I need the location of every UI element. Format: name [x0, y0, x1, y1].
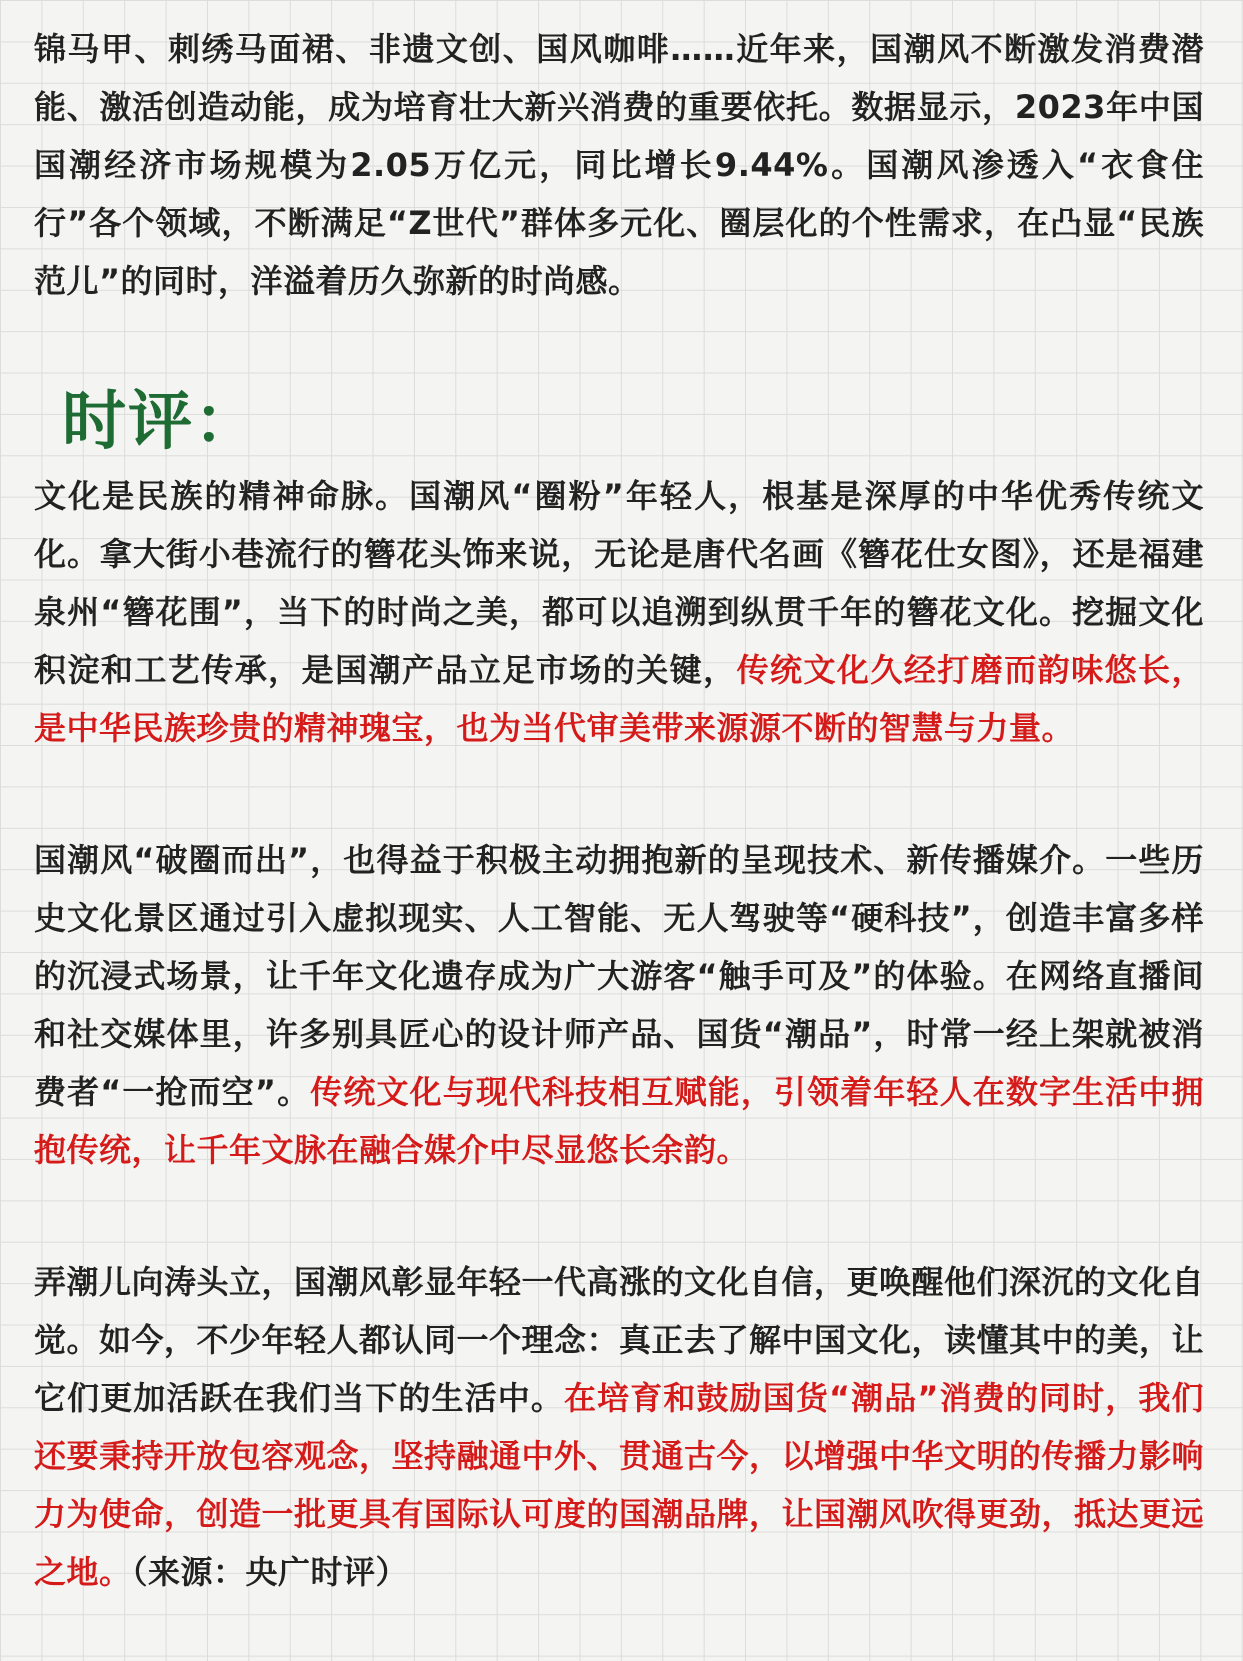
intro-paragraph: 锦马甲、刺绣马面裙、非遗文创、国风咖啡……近年来，国潮风不断激发消费潜能、激活创造动能，成为培育壮大新兴消费的重要依托。数据显示，2023年中国国潮经济市场规模为2.05万亿元，同比增长9.44%。国潮风渗透入“衣食住行”各个领域，不断满足“Z世代”群体多元化、圈层化的个性需求，在凸显“民族范儿”的同时，洋溢着历久弥新的时尚感。 [34, 30, 1204, 300]
commentary-heading: 时评： [62, 385, 260, 459]
confidence-highlight: 在培育和鼓励国货“潮品”消费的同时，我们还要秉持开放包容观念，坚持融通中外、贯通古今，以增强中华文明的传播力影响力为使命，创造一批更具有国际认可度的国潮品牌，让国潮风吹得更劲，抵达更远之地。 [34, 1379, 1205, 1591]
culture-roots-text: 文化是民族的精神命脉。国潮风“圈粉”年轻人，根基是深厚的中华优秀传统文化。拿大街小巷流行的簪花头饰来说，无论是唐代名画《簪花仕女图》，还是福建泉州“簪花围”，当下的时尚之美，都可以追溯到纵贯千年的簪花文化。挖掘文化积淀和工艺传承，是国潮产品立足市场的关键， [34, 477, 1204, 689]
technology-highlight: 传统文化与现代科技相互赋能，引领着年轻人在数字生活中拥抱传统，让千年文脉在融合媒介中尽显悠长余韵。 [34, 1073, 1204, 1169]
culture-roots-highlight: 传统文化久经打磨而韵味悠长，是中华民族珍贵的精神瑰宝，也为当代审美带来源源不断的智慧与力量。 [34, 651, 1204, 747]
culture-roots-paragraph [34, 467, 1204, 757]
technology-paragraph [34, 831, 1204, 1179]
technology-text: 国潮风“破圈而出”，也得益于积极主动拥抱新的呈现技术、新传播媒介。一些历史文化景区通过引入虚拟现实、人工智能、无人驾驶等“硬科技”，创造丰富多样的沉浸式场景，让千年文化遗存成为广大游客“触手可及”的体验。在网络直播间和社交媒体里，许多别具匠心的设计师产品、国货“潮品”，时常一经上架就被消费者“一抢而空”。 [34, 841, 1204, 1111]
source-note: （来源：央广时评） [131, 1553, 409, 1591]
confidence-paragraph [34, 1253, 1204, 1601]
confidence-text: 弄潮儿向涛头立，国潮风彰显年轻一代高涨的文化自信，更唤醒他们深沉的文化自觉。如今，不少年轻人都认同一个理念：真正去了解中国文化，读懂其中的美，让它们更加活跃在我们当下的生活中。 [34, 1263, 1205, 1417]
